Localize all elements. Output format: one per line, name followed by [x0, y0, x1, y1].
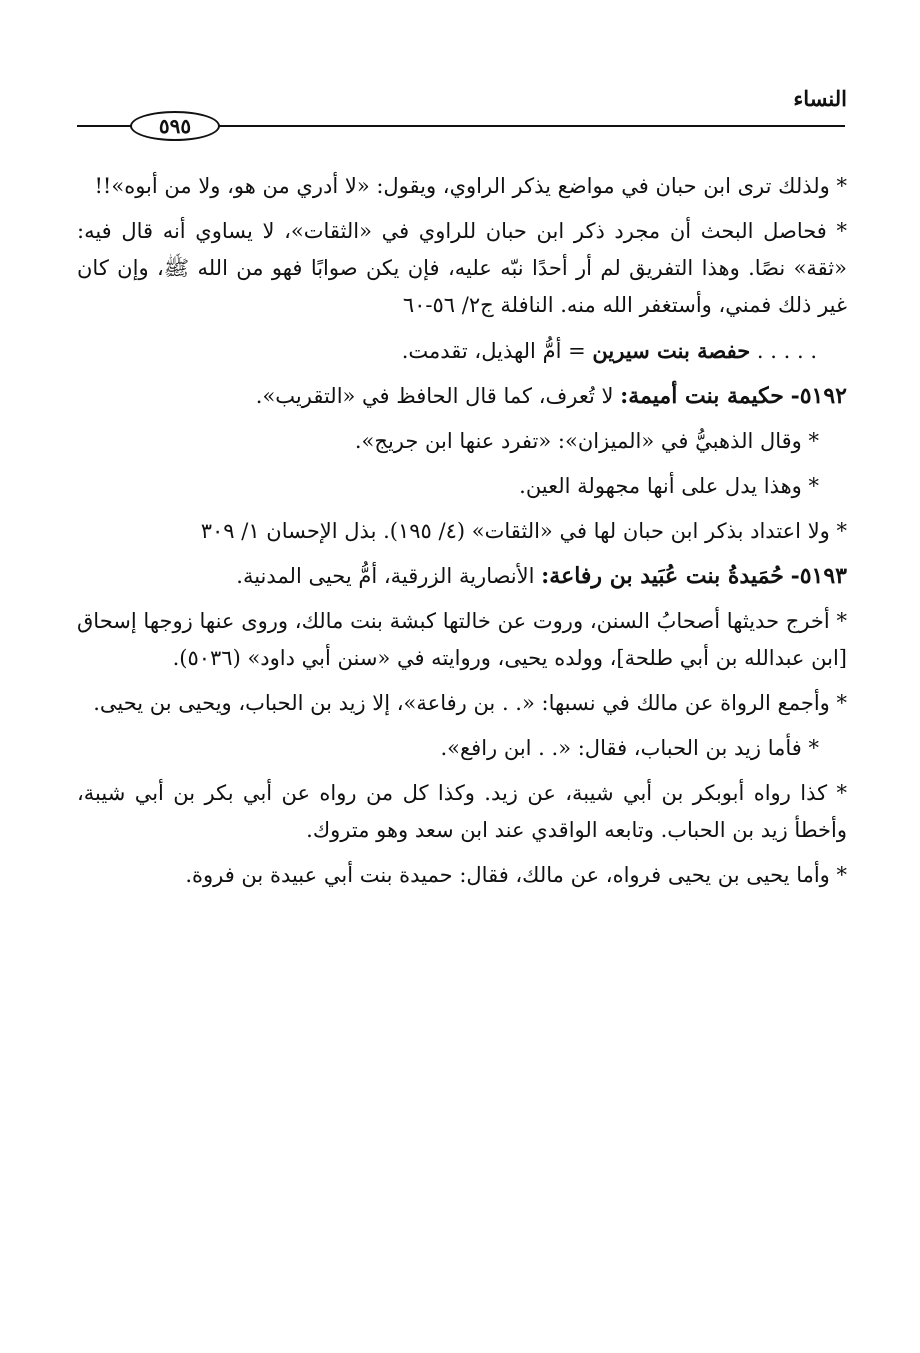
entry-number: ٥١٩٣-: [790, 563, 847, 589]
entry-text: لا تُعرف، كما قال الحافظ في «التقريب».: [255, 384, 614, 408]
paragraph: * وهذا يدل على أنها مجهولة العين.: [519, 474, 819, 498]
paragraph: * ولا اعتداد بذكر ابن حبان لها في «الثقات» (٤/ ١٩٥). بذل الإحسان ١/ ٣٠٩: [200, 519, 847, 543]
page-content: [77, 168, 847, 902]
cross-reference-entry: [77, 332, 847, 370]
paragraph: * وأجمع الرواة عن مالك في نسبها: «. . بن رفاعة»، إلا زيد بن الحباب، ويحيى بن يحيى.: [93, 691, 847, 715]
paragraph: * كذا رواه أبوبكر بن أبي شيبة، عن زيد. وكذا كل من رواه عن أبي بكر بن أبي شيبة، وأخطأ زيد بن الحباب. وتابعه الواقدي عند ابن سعد وهو متروك.: [77, 781, 847, 842]
entry-number: ٥١٩٢-: [790, 383, 847, 409]
biography-entry-5192: [77, 378, 847, 415]
entry-name: حُمَيدةُ بنت عُبَيد بن رفاعة:: [541, 563, 784, 589]
paragraph: * أخرج حديثها أصحابُ السنن، وروت عن خالتها كبشة بنت مالك، وروى عنها زوجها إسحاق [ابن عبدالله بن أبي طلحة]، وولده يحيى، وروايته في «سنن أبي داود» (٥٠٣٦).: [77, 609, 847, 670]
paragraph: * وأما يحيى بن يحيى فرواه، عن مالك، فقال: حميدة بنت أبي عبيدة بن فروة.: [185, 863, 847, 887]
entry-name: حفصة بنت سيرين: [592, 338, 751, 363]
paragraph: * فحاصل البحث أن مجرد ذكر ابن حبان للراوي في «الثقات»، لا يساوي أنه قال فيه: «ثقة» نصًا. وهذا التفريق لم أر أحدًا نبّه عليه، فإن يكن صوابًا فهو من الله ﷺ، وإن كان غير ذلك فمني، وأستغفر الله منه. النافلة ج٢/ ٥٦-٦٠: [77, 219, 847, 317]
entry-text: الأنصارية الزرقية، أمُّ يحيى المدنية.: [236, 564, 535, 588]
running-title: النساء: [793, 86, 847, 111]
entry-name: حكيمة بنت أميمة:: [620, 383, 784, 409]
entry-text: = أمُّ الهذيل، تقدمت.: [401, 339, 586, 363]
paragraph: * وقال الذهبيُّ في «الميزان»: «تفرد عنها ابن جريج».: [354, 429, 819, 453]
biography-entry-5193: [77, 558, 847, 595]
paragraph: * ولذلك ترى ابن حبان في مواضع يذكر الراوي، ويقول: «لا أدري من هو، ولا من أبوه»!!: [94, 174, 847, 198]
page-number: ٥٩٥: [130, 111, 220, 141]
paragraph: * فأما زيد بن الحباب، فقال: «. . ابن رافع».: [440, 736, 819, 760]
ellipsis: . . . . .: [756, 339, 817, 363]
